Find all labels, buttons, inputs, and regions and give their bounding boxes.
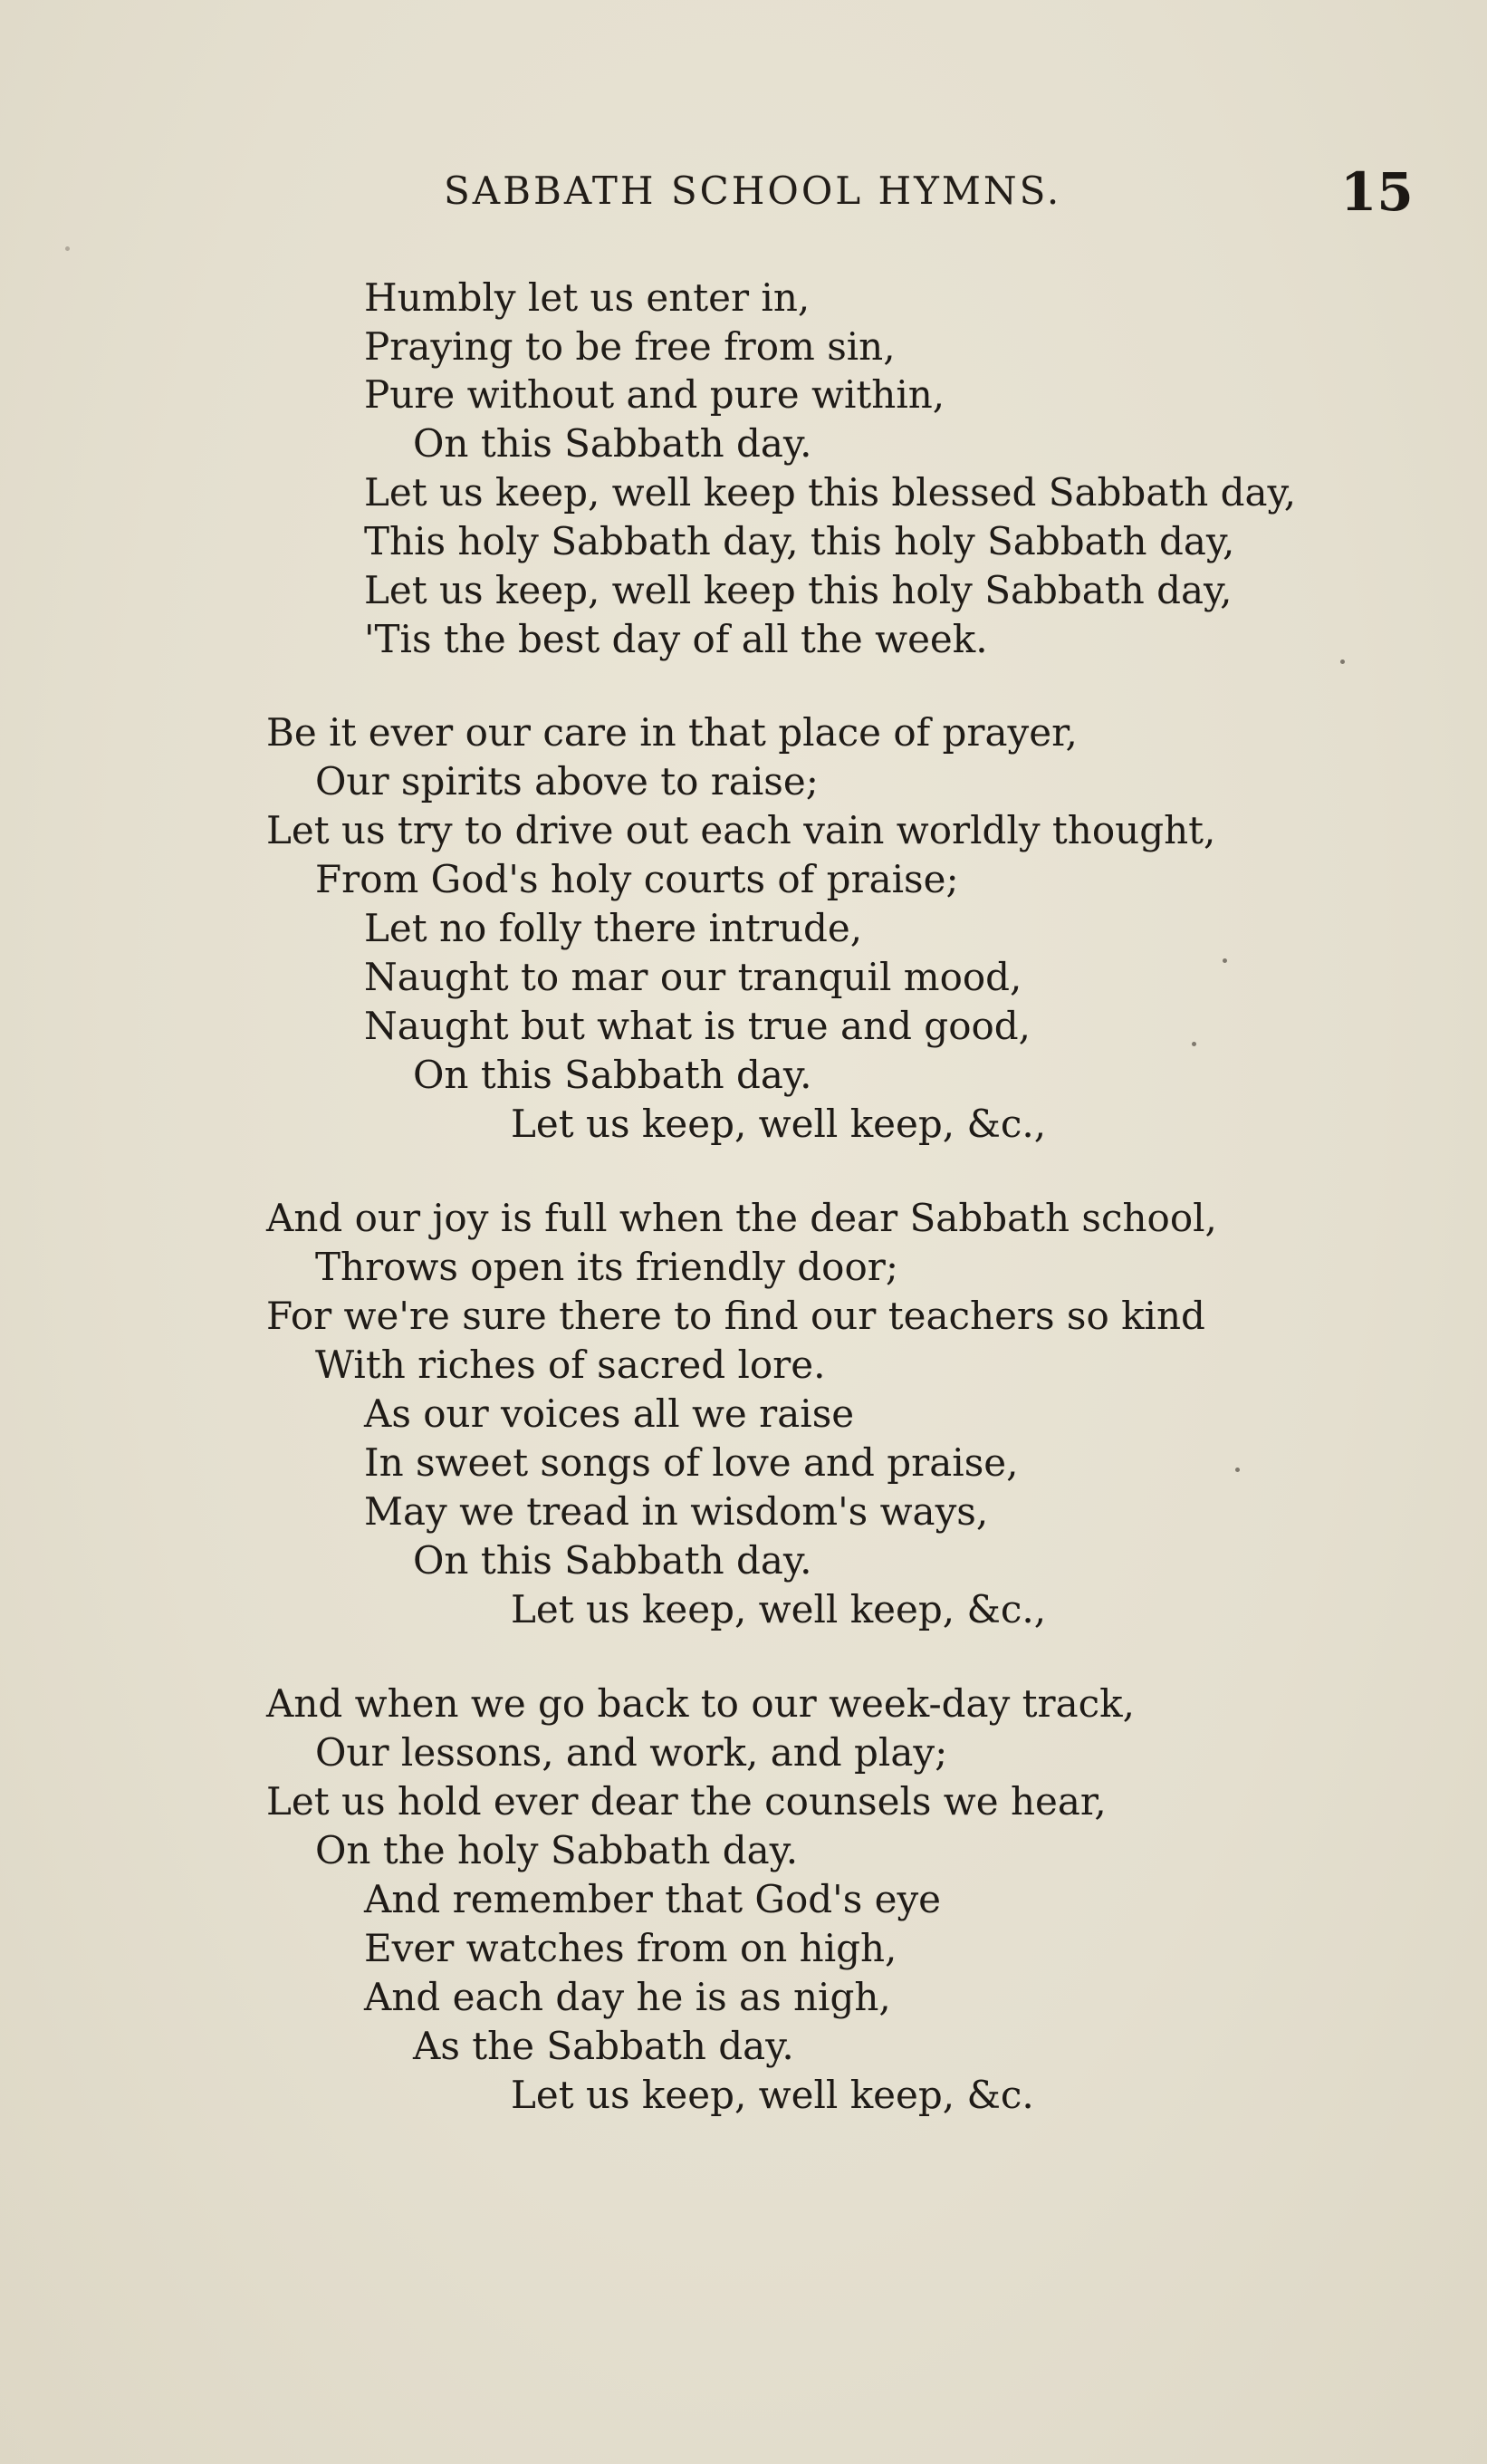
verse-line: In sweet songs of love and praise, bbox=[364, 1440, 1019, 1485]
chorus-reference: Let us keep, well keep, &c., bbox=[511, 1102, 1047, 1146]
verse-line: May we tread in wisdom's ways, bbox=[364, 1489, 989, 1534]
verse-line: On the holy Sabbath day. bbox=[315, 1828, 799, 1872]
page-number: 15 bbox=[1340, 161, 1414, 223]
chorus-reference: Let us keep, well keep, &c., bbox=[511, 1587, 1047, 1631]
verse-line: From God's holy courts of praise; bbox=[315, 857, 959, 901]
verse-line: Let us hold ever dear the counsels we hear, bbox=[266, 1779, 1107, 1824]
verse-line: On this Sabbath day. bbox=[413, 421, 812, 466]
verse-line: And our joy is full when the dear Sabbath school, bbox=[266, 1196, 1217, 1240]
chorus-line: Let us keep, well keep this blessed Sabbath day, bbox=[364, 470, 1297, 515]
running-title: SABBATH SCHOOL HYMNS. bbox=[444, 168, 1062, 213]
chorus-line: This holy Sabbath day, this holy Sabbath day, bbox=[364, 519, 1235, 563]
paper-speck bbox=[1235, 1468, 1240, 1472]
verse-line: On this Sabbath day. bbox=[413, 1538, 812, 1583]
chorus-reference: Let us keep, well keep, &c. bbox=[511, 2073, 1034, 2117]
verse-line: For we're sure there to find our teachers so kind bbox=[266, 1294, 1205, 1338]
verse-line: Pure without and pure within, bbox=[364, 372, 945, 417]
paper-speck bbox=[65, 246, 70, 251]
verse-line: Naught but what is true and good, bbox=[364, 1004, 1031, 1048]
paper-speck bbox=[1192, 1042, 1196, 1046]
verse-line: Throws open its friendly door; bbox=[315, 1245, 898, 1289]
paper-speck bbox=[1340, 659, 1345, 664]
paper-speck bbox=[1223, 958, 1227, 963]
verse-line: As our voices all we raise bbox=[364, 1391, 855, 1436]
verse-line: As the Sabbath day. bbox=[413, 2024, 794, 2068]
chorus-line: 'Tis the best day of all the week. bbox=[364, 617, 988, 661]
verse-line: Praying to be free from sin, bbox=[364, 324, 896, 369]
verse-line: Ever watches from on high, bbox=[364, 1926, 897, 1970]
verse-line: Our spirits above to raise; bbox=[315, 759, 819, 804]
verse-line: With riches of sacred lore. bbox=[315, 1343, 826, 1387]
chorus-line: Let us keep, well keep this holy Sabbath day, bbox=[364, 568, 1233, 612]
verse-line: And when we go back to our week-day track, bbox=[266, 1681, 1135, 1726]
verse-line: Be it ever our care in that place of prayer, bbox=[266, 710, 1078, 755]
verse-line: Naught to mar our tranquil mood, bbox=[364, 955, 1022, 999]
verse-line: Humbly let us enter in, bbox=[364, 275, 811, 320]
verse-line: On this Sabbath day. bbox=[413, 1053, 812, 1097]
verse-line: And remember that God's eye bbox=[364, 1877, 942, 1921]
verse-line: Let us try to drive out each vain worldly thought, bbox=[266, 808, 1216, 852]
verse-line: Let no folly there intrude, bbox=[364, 906, 863, 950]
verse-line: Our lessons, and work, and play; bbox=[315, 1730, 948, 1775]
verse-line: And each day he is as nigh, bbox=[364, 1975, 891, 2019]
